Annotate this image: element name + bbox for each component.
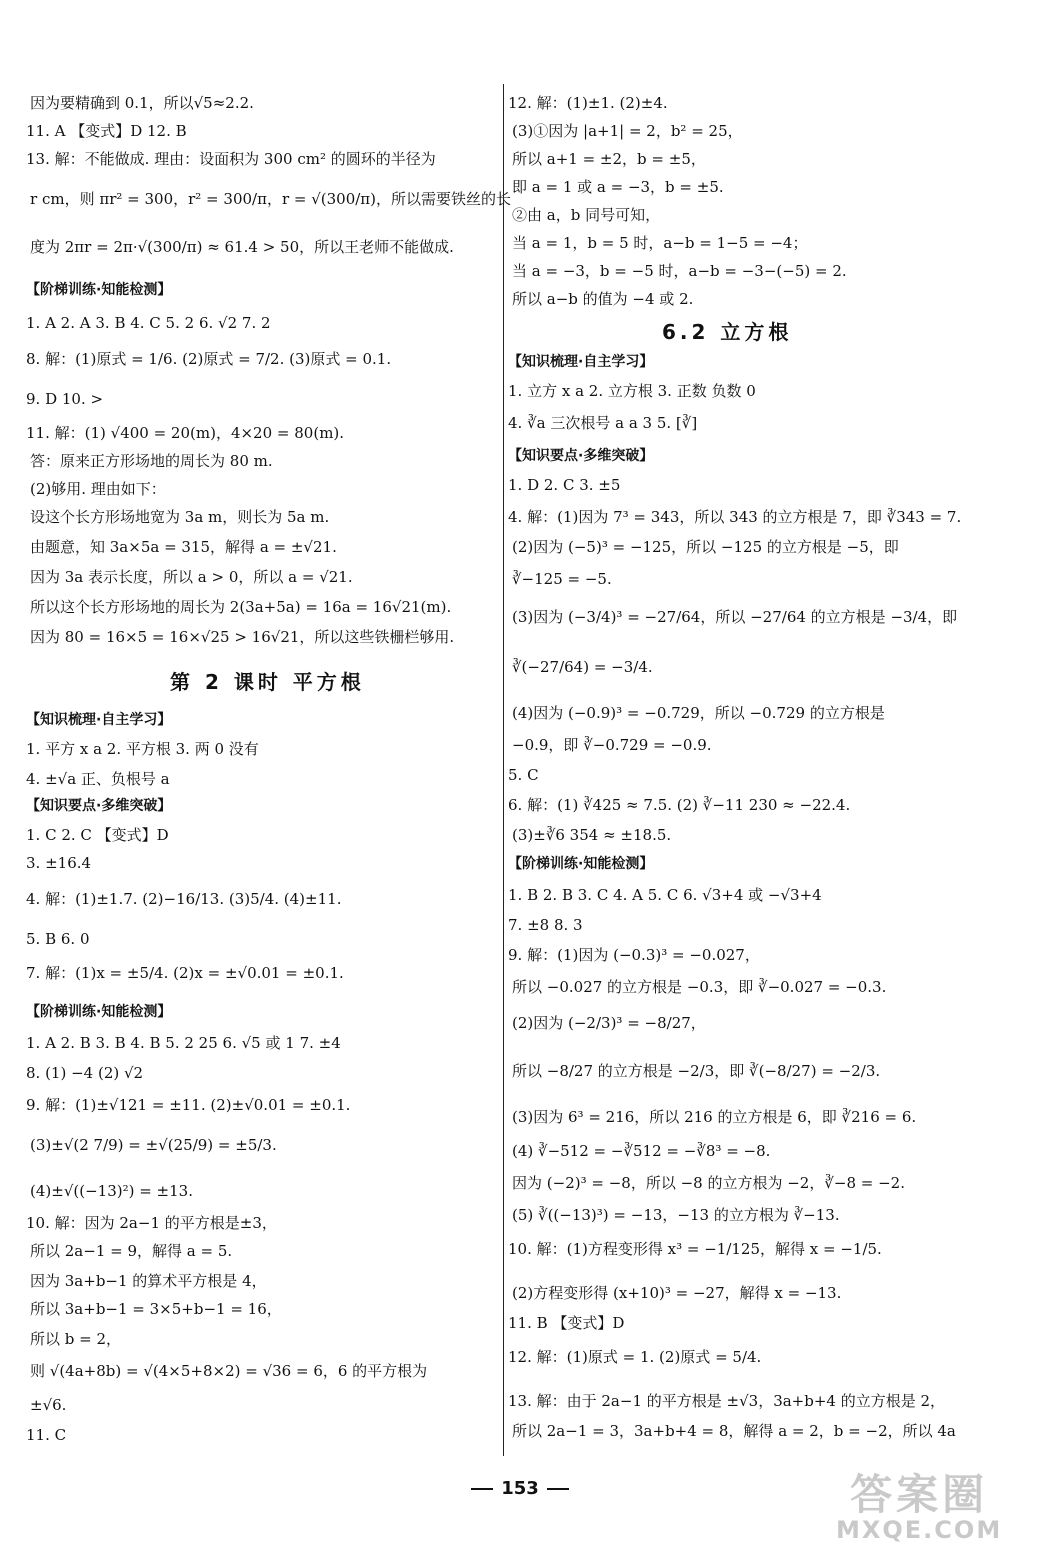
answer-line: 10. 解：(1)方程变形得 x³ = −1/125，解得 x = −1/5. <box>508 1240 882 1258</box>
answer-line: 7. 解：(1)x = ±5/4. (2)x = ±√0.01 = ±0.1. <box>26 964 344 982</box>
answer-line: (3)①因为 |a+1| = 2，b² = 25， <box>512 122 743 140</box>
answer-line: 3. ±16.4 <box>26 854 92 872</box>
answer-line: 9. 解：(1)±√121 = ±11. (2)±√0.01 = ±0.1. <box>26 1096 351 1114</box>
answer-line: 所以 −8/27 的立方根是 −2/3，即 ∛(−8/27) = −2/3. <box>512 1062 881 1080</box>
answer-line: 因为 3a+b−1 的算术平方根是 4， <box>30 1272 267 1290</box>
section-heading: 【知识梳理·自主学习】 <box>508 354 654 370</box>
answer-line: 所以 b = 2， <box>30 1330 122 1348</box>
answer-line: ②由 a，b 同号可知， <box>512 206 661 224</box>
answer-line: 设这个长方形场地宽为 3a m，则长为 5a m. <box>30 508 330 526</box>
answer-line: 12. 解：(1)原式 = 1. (2)原式 = 5/4. <box>508 1348 762 1366</box>
answer-line: 因为 3a 表示长度，所以 a > 0，所以 a = √21. <box>30 568 353 586</box>
column-divider <box>503 84 504 1456</box>
answer-line: 7. ±8 8. 3 <box>508 916 583 934</box>
answer-line: 所以 a−b 的值为 −4 或 2. <box>512 290 694 308</box>
answer-line: 则 √(4a+8b) = √(4×5+8×2) = √36 = 6，6 的平方根为 <box>30 1362 428 1380</box>
answer-line: 所以 −0.027 的立方根是 −0.3，即 ∛−0.027 = −0.3. <box>512 978 887 996</box>
answer-line: 11. A 【变式】D 12. B <box>26 122 187 140</box>
answer-line: (2)方程变形得 (x+10)³ = −27，解得 x = −13. <box>512 1284 842 1302</box>
answer-line: 5. C <box>508 766 539 784</box>
lesson-title: 6.2 立方根 <box>662 320 793 344</box>
answer-line: (3)因为 6³ = 216，所以 216 的立方根是 6，即 ∛216 = 6. <box>512 1108 917 1126</box>
answer-line: 所以 2a−1 = 3，3a+b+4 = 8，解得 a = 2，b = −2，所以 4a <box>512 1422 956 1440</box>
answer-line: 9. 解：(1)因为 (−0.3)³ = −0.027， <box>508 946 760 964</box>
answer-line: ∛(−27/64) = −3/4. <box>512 658 653 676</box>
answer-line: (3)±∛6 354 ≈ ±18.5. <box>512 826 672 844</box>
answer-line: 8. 解：(1)原式 = 1/6. (2)原式 = 7/2. (3)原式 = 0.1. <box>26 350 392 368</box>
answer-line: 当 a = −3，b = −5 时，a−b = −3−(−5) = 2. <box>512 262 847 280</box>
answer-line: (5) ∛((−13)³) = −13，−13 的立方根为 ∛−13. <box>512 1206 840 1224</box>
page-number-dash-right <box>547 1488 569 1490</box>
answer-line: 5. B 6. 0 <box>26 930 90 948</box>
answer-line: −0.9，即 ∛−0.729 = −0.9. <box>512 736 712 754</box>
section-heading: 【阶梯训练·知能检测】 <box>26 282 172 298</box>
section-heading: 【知识梳理·自主学习】 <box>26 712 172 728</box>
page-number-text: 153 <box>501 1478 539 1499</box>
answer-line: 10. 解：因为 2a−1 的平方根是±3， <box>26 1214 277 1232</box>
answer-line: 11. B 【变式】D <box>508 1314 625 1332</box>
answer-line: 11. 解：(1) √400 = 20(m)，4×20 = 80(m). <box>26 424 345 442</box>
answer-line: (2)够用. 理由如下： <box>30 480 166 498</box>
answer-line: 8. (1) −4 (2) √2 <box>26 1064 144 1082</box>
section-heading: 【知识要点·多维突破】 <box>26 798 172 814</box>
answer-line: 所以 2a−1 = 9，解得 a = 5. <box>30 1242 233 1260</box>
answer-line: (2)因为 (−2/3)³ = −8/27， <box>512 1014 706 1032</box>
answer-line: (4)±√((−13)²) = ±13. <box>30 1182 193 1200</box>
answer-line: 1. A 2. A 3. B 4. C 5. 2 6. √2 7. 2 <box>26 314 271 332</box>
answer-line: (4)因为 (−0.9)³ = −0.729，所以 −0.729 的立方根是 <box>512 704 885 722</box>
answer-line: 11. C <box>26 1426 67 1444</box>
answer-line: 13. 解：不能做成. 理由：设面积为 300 cm² 的圆环的半径为 <box>26 150 436 168</box>
answer-line: (4) ∛−512 = −∛512 = −∛8³ = −8. <box>512 1142 771 1160</box>
answer-line: 答：原来正方形场地的周长为 80 m. <box>30 452 273 470</box>
answer-line: 1. 平方 x a 2. 平方根 3. 两 0 没有 <box>26 740 259 758</box>
answer-line: 1. A 2. B 3. B 4. B 5. 2 25 6. √5 或 1 7. ±4 <box>26 1034 341 1052</box>
answer-line: 所以这个长方形场地的周长为 2(3a+5a) = 16a = 16√21(m). <box>30 598 452 616</box>
answer-line: 4. ∛a 三次根号 a a 3 5. [∛] <box>508 414 698 432</box>
lesson-title: 第 2 课时 平方根 <box>170 670 365 694</box>
answer-line: (2)因为 (−5)³ = −125，所以 −125 的立方根是 −5，即 <box>512 538 899 556</box>
watermark-line2: MXQE.COM <box>836 1516 1003 1545</box>
answer-line: 因为 (−2)³ = −8，所以 −8 的立方根为 −2，∛−8 = −2. <box>512 1174 905 1192</box>
answer-line: 9. D 10. > <box>26 390 104 408</box>
answer-line: 13. 解：由于 2a−1 的平方根是 ±√3，3a+b+4 的立方根是 2， <box>508 1392 946 1410</box>
answer-line: 因为 80 = 16×5 = 16×√25 > 16√21，所以这些铁栅栏够用. <box>30 628 455 646</box>
answer-line: 4. 解：(1)±1.7. (2)−16/13. (3)5/4. (4)±11. <box>26 890 342 908</box>
answer-line: ∛−125 = −5. <box>512 570 612 588</box>
answer-line: 当 a = 1，b = 5 时，a−b = 1−5 = −4； <box>512 234 808 252</box>
answer-line: r cm，则 πr² = 300，r² = 300/π，r = √(300/π)，所以需要铁丝的长 <box>30 190 512 208</box>
section-heading: 【阶梯训练·知能检测】 <box>508 856 654 872</box>
answer-line: 4. 解：(1)因为 7³ = 343，所以 343 的立方根是 7，即 ∛343 = 7. <box>508 508 962 526</box>
watermark-logo <box>836 1470 1002 1545</box>
answer-line: 即 a = 1 或 a = −3，b = ±5. <box>512 178 724 196</box>
answer-line: 1. C 2. C 【变式】D <box>26 826 169 844</box>
page-number-dash-left <box>471 1488 493 1490</box>
answer-line: 12. 解：(1)±1. (2)±4. <box>508 94 668 112</box>
answer-line: (3)±√(2 7/9) = ±√(25/9) = ±5/3. <box>30 1136 277 1154</box>
answer-line: 所以 3a+b−1 = 3×5+b−1 = 16， <box>30 1300 282 1318</box>
answer-line: 因为要精确到 0.1，所以√5≈2.2. <box>30 94 254 112</box>
answer-line: 1. B 2. B 3. C 4. A 5. C 6. √3+4 或 −√3+4 <box>508 886 822 904</box>
answer-line: 1. D 2. C 3. ±5 <box>508 476 621 494</box>
answer-line: 由题意，知 3a×5a = 315，解得 a = ±√21. <box>30 538 337 556</box>
watermark-line1: 答案圈 <box>850 1470 989 1519</box>
answer-line: (3)因为 (−3/4)³ = −27/64，所以 −27/64 的立方根是 −3/4，即 <box>512 608 958 626</box>
section-heading: 【知识要点·多维突破】 <box>508 448 654 464</box>
answer-line: 度为 2πr = 2π·√(300/π) ≈ 61.4 > 50，所以王老师不能做成. <box>30 238 454 256</box>
answer-line: ±√6. <box>30 1396 67 1414</box>
answer-line: 所以 a+1 = ±2，b = ±5， <box>512 150 706 168</box>
answer-line: 6. 解：(1) ∛425 ≈ 7.5. (2) ∛−11 230 ≈ −22.4. <box>508 796 851 814</box>
section-heading: 【阶梯训练·知能检测】 <box>26 1004 172 1020</box>
answer-line: 4. ±√a 正、负根号 a <box>26 770 170 788</box>
answer-line: 1. 立方 x a 2. 立方根 3. 正数 负数 0 <box>508 382 756 400</box>
